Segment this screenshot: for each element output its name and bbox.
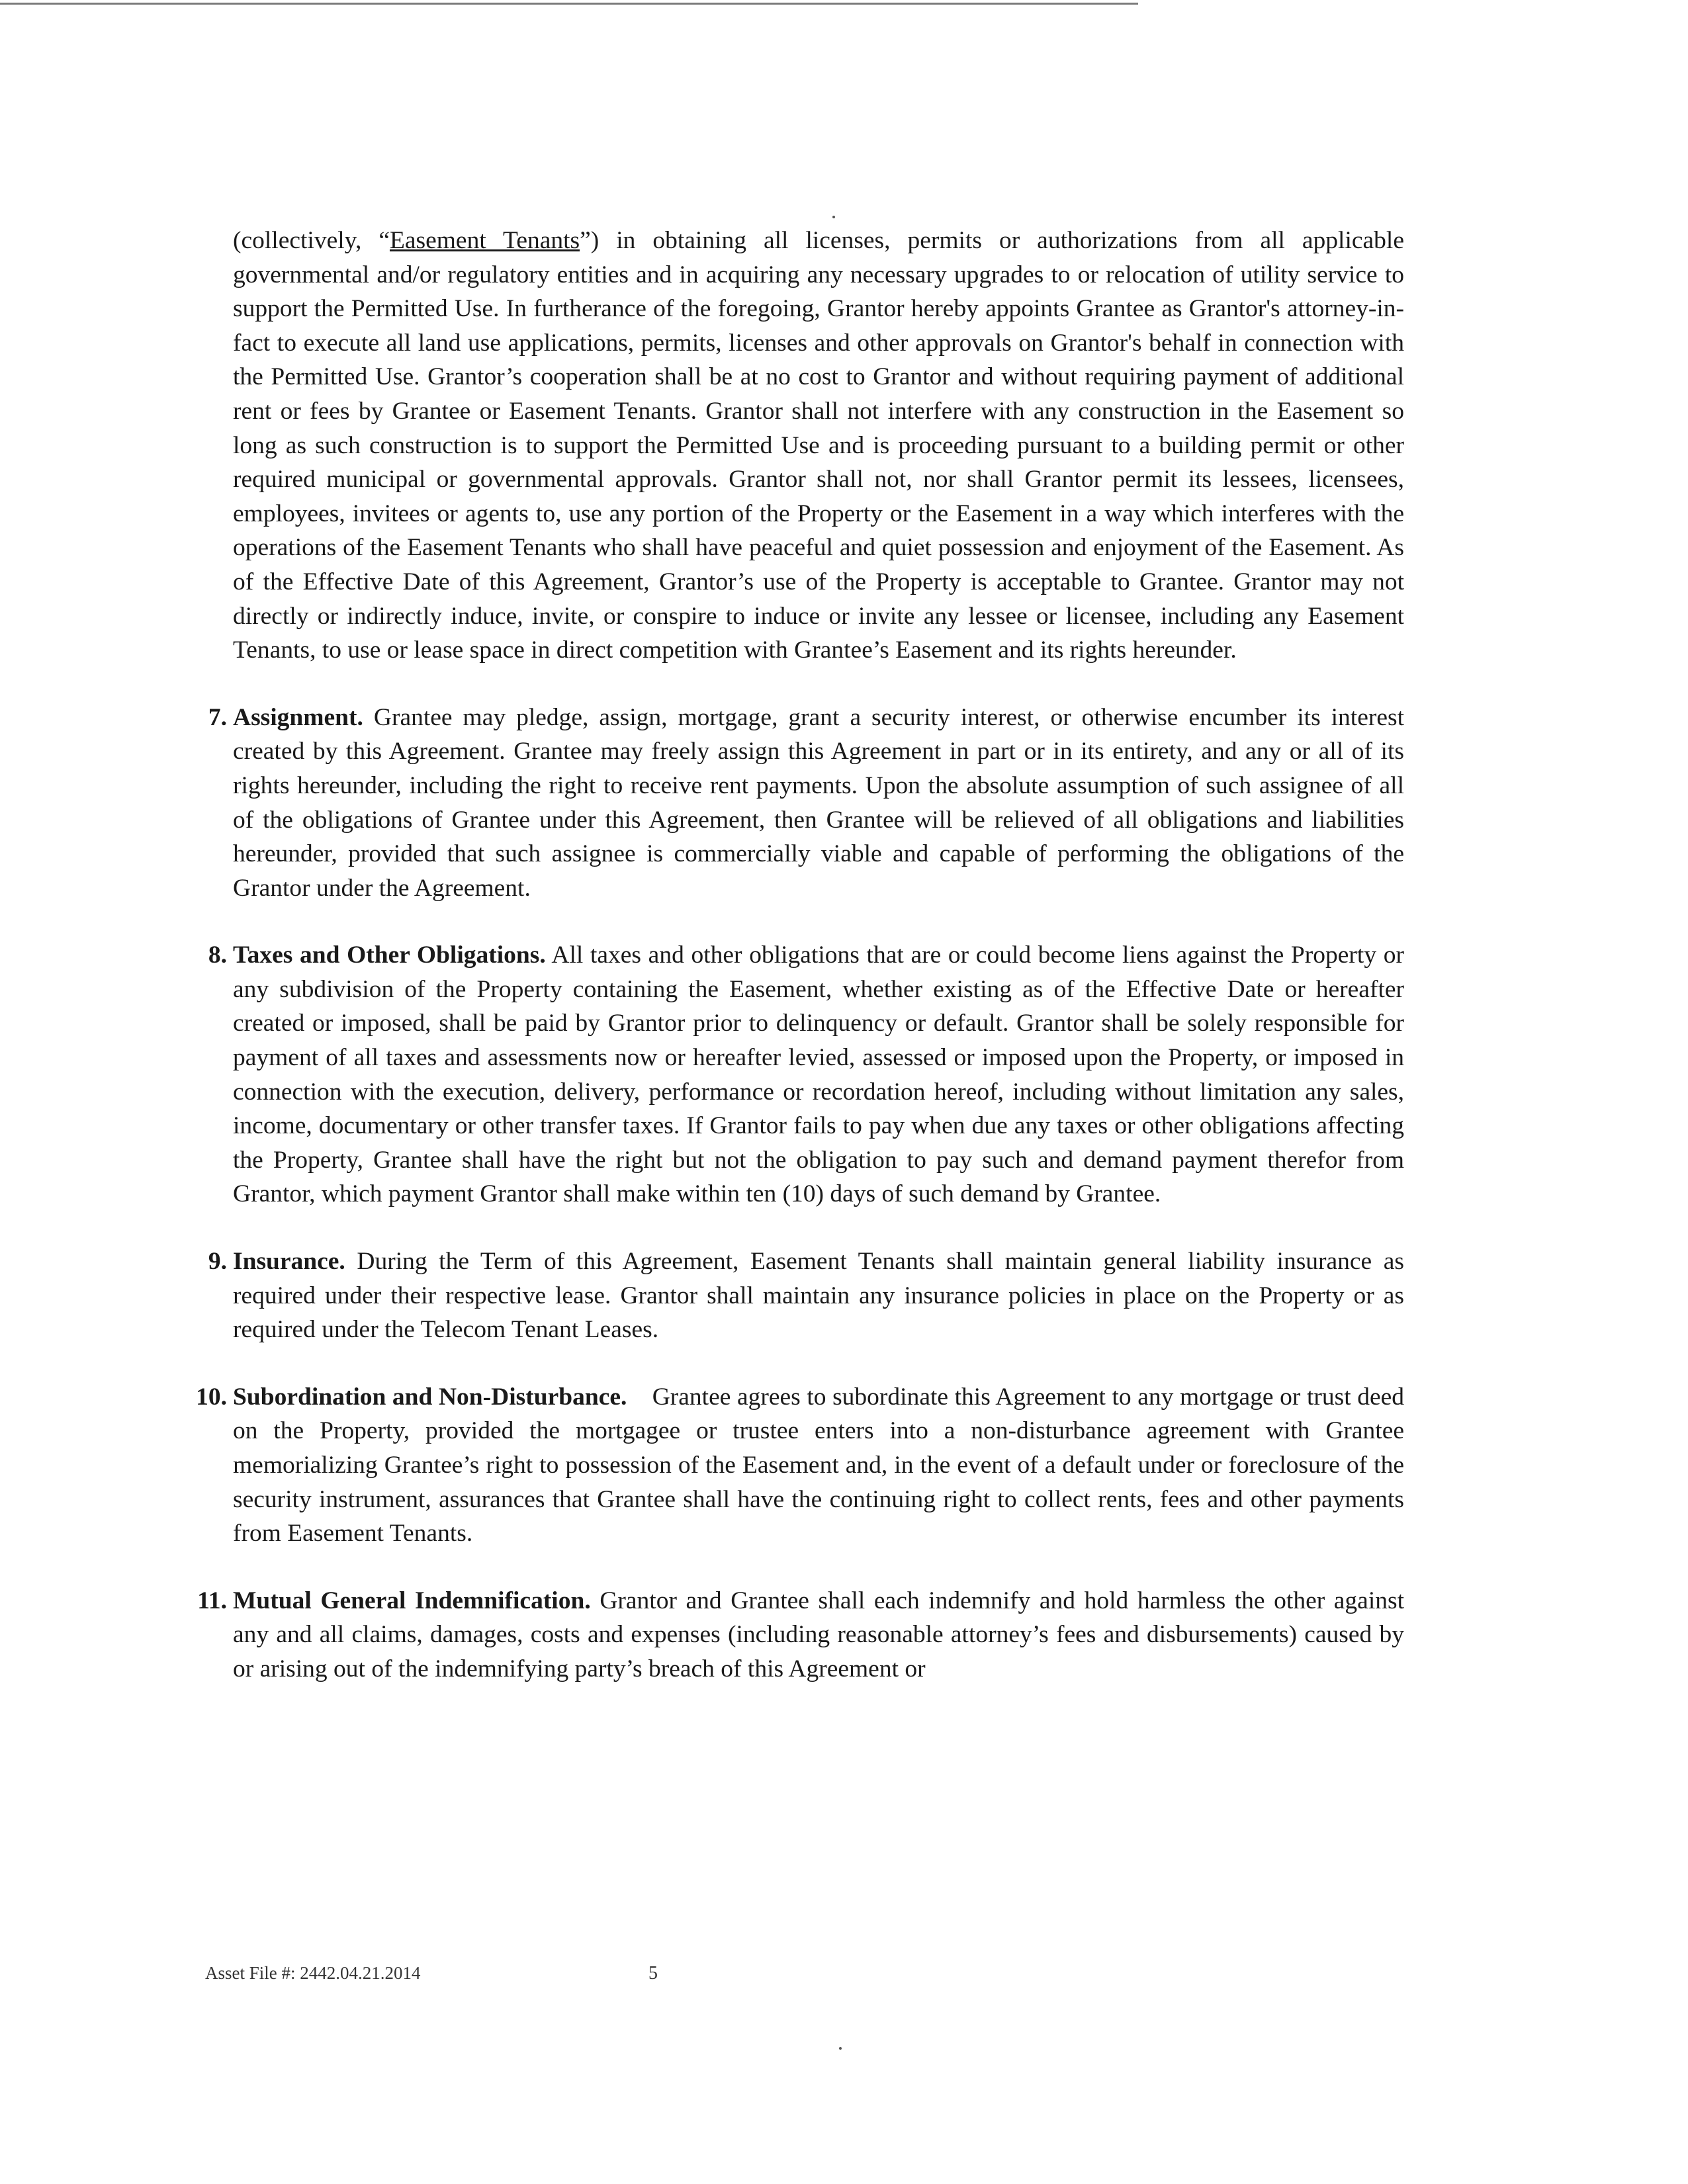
section-8-taxes: [208, 938, 1404, 1211]
defined-term-easement-tenants: Easement Tenants: [389, 227, 580, 254]
section-number: 11.: [197, 1587, 227, 1614]
section-text: Grantee agrees to subordinate this Agreement to any mortgage or trust deed on the Property, provided the mortgagee or trustee enters into a non-disturbance agreement with Grantee memorializing Grantee’s right to possession of the Easement and, in the event of a default under or foreclosure of the security instrument, assurances that Grantee shall have the continuing right to collect rents, fees and other payments from Easement Tenants.: [233, 1383, 1405, 1548]
section-title: Taxes and Other Obligations.: [233, 941, 546, 969]
continued-paragraph: (collectively, “Easement Tenants”) in obtaining all licenses, permits or authorizations from all applicable governmental and/or regulatory entities and in acquiring any necessary upgrades to or relocation of utility service to support the Permitted Use. In furtherance of the foregoing, Grantor hereby appoints Grantee as Grantor's attorney-in-fact to execute all land use applications, permits, licenses and other approvals on Grantor's behalf in connection with the Permitted Use. Grantor’s cooperation shall be at no cost to Grantor and without requiring payment of additional rent or fees by Grantee or Easement Tenants. Grantor shall not interfere with any construction in the Easement so long as such construction is to support the Permitted Use and is proceeding pursuant to a building permit or other required municipal or governmental approvals. Grantor shall not, nor shall Grantor permit its lessees, licensees, employees, invitees or agents to, use any portion of the Property or the Easement in a way which interferes with the operations of the Easement Tenants who shall have peaceful and quiet possession and enjoyment of the Easement. As of the Effective Date of this Agreement, Grantor’s use of the Property is acceptable to Grantee. Grantor may not directly or indirectly induce, invite, or conspire to induce or invite any lessee or licensee, including any Easement Tenants, to use or lease space in direct competition with Grantee’s Easement and its rights hereunder.: [233, 227, 1404, 664]
section-title: Subordination and Non-Disturbance.: [233, 1383, 627, 1411]
section-number: 9.: [208, 1248, 227, 1276]
section-7-assignment: [208, 701, 1405, 906]
section-number: 7.: [208, 703, 227, 731]
section-number: 8.: [208, 941, 227, 969]
section-number: 10.: [196, 1383, 227, 1411]
scan-top-edge: [0, 3, 1138, 5]
section-title: Mutual General Indemnification.: [233, 1587, 591, 1614]
section-text: Grantor and Grantee shall each indemnify and hold harmless the other against any and all claims, damages, costs and expenses (including reasonable attorney’s fees and disbursements) caused by or arising out of the indemnifying party’s breach of this Agreement or: [233, 1587, 1405, 1682]
section-10-subordination: [196, 1380, 1405, 1551]
section-text: Grantee may pledge, assign, mortgage, grant a security interest, or otherwise encumber its interest created by this Agreement. Grantee may freely assign this Agreement in part or in its entirety, and any or all of its rights hereunder, including the right to receive rent payments. Upon the absolute assumption of such assignee of all of the obligations of Grantee under this Agreement, then Grantee will be relieved of all obligations and liabilities hereunder, provided that such assignee is commercially viable and capable of performing the obligations of the Grantor under the Agreement.: [233, 703, 1405, 902]
page-number: 5: [648, 1963, 658, 1984]
section-text: All taxes and other obligations that are or could become liens against the Property or any subdivision of the Property containing the Easement, whether existing as of the Effective Date or hereafter created or imposed, shall be paid by Grantor prior to delinquency or default. Grantor shall be solely responsible for payment of all taxes and assessments now or hereafter levied, assessed or imposed upon the Property, or imposed in connection with the execution, delivery, performance or recordation hereof, including without limitation any sales, income, documentary or other transfer taxes. If Grantor fails to pay when due any taxes or other obligations affecting the Property, Grantee shall have the right but not the obligation to pay such and demand payment therefor from Grantor, which payment Grantor shall make within ten (10) days of such demand by Grantee.: [233, 941, 1404, 1208]
section-9-insurance: [208, 1245, 1404, 1347]
section-11-indemnification: [197, 1584, 1405, 1686]
scan-speck: [832, 216, 835, 218]
section-title: Insurance.: [233, 1248, 345, 1276]
scan-speck: [839, 2047, 842, 2050]
asset-file-footer: Asset File #: 2442.04.21.2014: [205, 1963, 421, 1983]
section-title: Assignment.: [233, 703, 363, 731]
section-text: During the Term of this Agreement, Easement Tenants shall maintain general liability insurance as required under their respective lease. Grantor shall maintain any insurance policies in place on the Property or as required under the Telecom Tenant Leases.: [233, 1248, 1404, 1344]
document-body: [196, 224, 1405, 1686]
